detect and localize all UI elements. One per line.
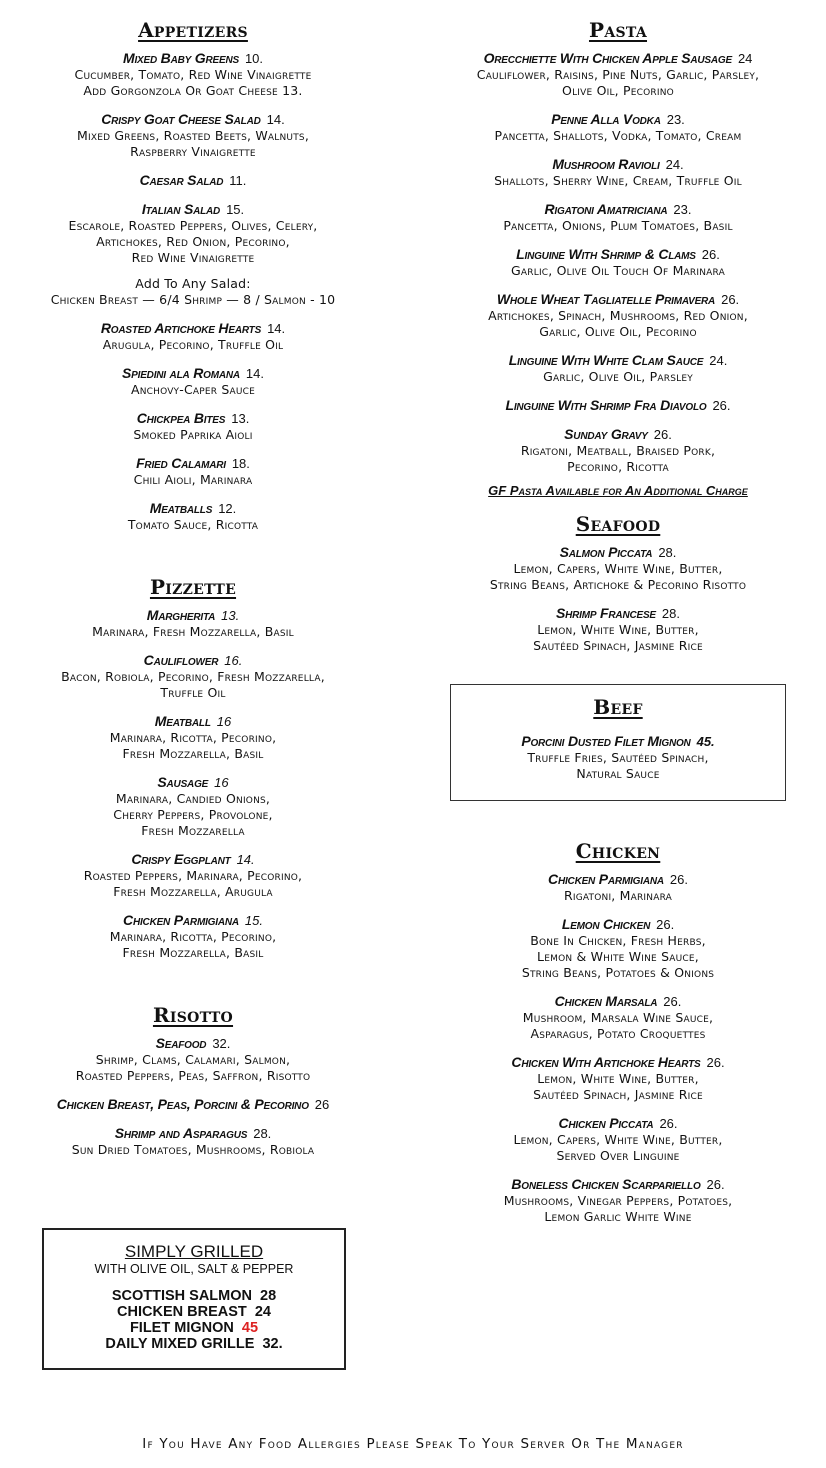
menu-item — [0, 711, 386, 762]
menu-item-price: 45. — [696, 734, 715, 749]
menu-item-description: Marinara, Ricotta, Pecorino, — [109, 929, 277, 944]
menu-item — [0, 109, 386, 160]
salad-add-on — [0, 276, 386, 308]
menu-item-description: Fresh Mozzarella, Arugula — [113, 884, 273, 899]
menu-item-price: 28. — [658, 545, 677, 560]
menu-item-description: Asparagus, Potato Croquettes — [530, 1026, 706, 1041]
add-on-label: Add To Any Salad: — [135, 276, 251, 291]
menu-item-description: Marinara, Fresh Mozzarella, Basil — [92, 624, 294, 639]
menu-item-name: Shrimp Francese — [556, 605, 656, 621]
menu-item — [0, 48, 386, 99]
menu-item-price: 14. — [266, 112, 285, 127]
menu-item-price: 24. — [665, 157, 684, 172]
menu-item — [410, 350, 826, 385]
menu-item-name: Meatball — [154, 713, 211, 729]
menu-item-price: 26. — [721, 292, 740, 307]
menu-item — [0, 453, 386, 488]
pizzette-list — [0, 605, 386, 961]
seafood-heading: Seafood — [575, 512, 661, 536]
menu-item-name: Porcini Dusted Filet Mignon — [521, 733, 691, 749]
menu-item-name: Chicken Marsala — [554, 993, 658, 1009]
menu-item-description: Cherry Peppers, Provolone, — [113, 807, 273, 822]
menu-item-description: Cauliflower, Raisins, Pine Nuts, Garlic, Parsley, — [476, 67, 760, 82]
menu-item-name: Seafood — [155, 1035, 207, 1051]
menu-item-price: 26. — [706, 1177, 725, 1192]
menu-item-description: Marinara, Candied Onions, — [115, 791, 271, 806]
menu-item-description: Mixed Greens, Roasted Beets, Walnuts, — [76, 128, 309, 143]
menu-item-description: Rigatoni, Marinara — [563, 888, 673, 903]
menu-item-price: 23. — [673, 202, 692, 217]
appetizers-heading: Appetizers — [138, 18, 248, 42]
menu-item-description: Fresh Mozzarella, Basil — [122, 945, 264, 960]
add-on-options: Chicken Breast — 6/4 Shrimp — 8 / Salmon - 10 — [50, 292, 336, 307]
pizzette-heading: Pizzette — [149, 575, 237, 599]
menu-item-description: Served Over Linguine — [556, 1148, 680, 1163]
pasta-list — [410, 48, 826, 475]
menu-item-description: Truffle Oil — [160, 685, 226, 700]
menu-item-description: Artichokes, Spinach, Mushrooms, Red Onion, — [488, 308, 748, 323]
menu-item — [0, 318, 386, 353]
menu-item-price: 26. — [712, 398, 731, 413]
menu-item-price: 26. — [659, 1116, 678, 1131]
menu-item-name: Rigatoni Amatriciana — [544, 201, 668, 217]
menu-item-description: Artichokes, Red Onion, Pecorino, — [96, 234, 290, 249]
menu-item-name: Linguine With White Clam Sauce — [508, 352, 704, 368]
menu-item-description: Bacon, Robiola, Pecorino, Fresh Mozzarella, — [61, 669, 325, 684]
menu-item-price: 26 — [314, 1097, 330, 1112]
menu-item-description: Natural Sauce — [576, 766, 660, 781]
menu-item-name: Chicken With Artichoke Hearts — [511, 1054, 701, 1070]
menu-item — [410, 1113, 826, 1164]
menu-item-price: 16 — [216, 714, 232, 729]
menu-item-price: 26. — [669, 872, 688, 887]
menu-item-description: Roasted Peppers, Peas, Saffron, Risotto — [75, 1068, 311, 1083]
menu-item-description: Anchovy-Caper Sauce — [130, 382, 256, 397]
menu-item — [410, 542, 826, 593]
appetizers-list — [0, 48, 386, 266]
menu-item-description: Raspberry Vinaigrette — [130, 144, 256, 159]
menu-item-name: Lemon Chicken — [561, 916, 651, 932]
menu-item-description: String Beans, Artichoke & Pecorino Risotto — [489, 577, 747, 592]
menu-item — [0, 910, 386, 961]
menu-item-price: 24 — [737, 51, 753, 66]
menu-item — [0, 849, 386, 900]
menu-item-description: Pancetta, Onions, Plum Tomatoes, Basil — [503, 218, 733, 233]
menu-item — [410, 991, 826, 1042]
menu-item-description: Lemon, White Wine, Butter, — [537, 622, 699, 637]
menu-item-name: Mushroom Ravioli — [552, 156, 660, 172]
menu-item — [0, 199, 386, 266]
menu-item — [410, 424, 826, 475]
menu-item-description: Red Wine Vinaigrette — [131, 250, 255, 265]
menu-item-description: Fresh Mozzarella, Basil — [122, 746, 264, 761]
menu-item-name: Roasted Artichoke Hearts — [100, 320, 262, 336]
beef-box — [450, 684, 786, 801]
menu-item — [410, 289, 826, 340]
menu-item-price: 26. — [663, 994, 682, 1009]
menu-item-name: Whole Wheat Tagliatelle Primavera — [496, 291, 716, 307]
menu-item — [410, 1052, 826, 1103]
menu-item — [410, 154, 826, 189]
menu-item-price: 13. — [221, 608, 240, 623]
beef-list — [451, 731, 785, 782]
menu-item-name: Chickpea Bites — [136, 410, 226, 426]
menu-item-description: Fresh Mozzarella — [141, 823, 245, 838]
menu-item-price: 11. — [229, 173, 247, 188]
menu-item-price: 28. — [253, 1126, 272, 1141]
menu-item — [0, 650, 386, 701]
menu-item-description: Rigatoni, Meatball, Braised Pork, — [520, 443, 716, 458]
menu-item-name: Chicken Parmigiana — [548, 871, 664, 887]
risotto-list — [0, 1033, 386, 1158]
menu-item — [0, 772, 386, 839]
menu-item-description: Mushroom, Marsala Wine Sauce, — [522, 1010, 714, 1025]
menu-item — [0, 498, 386, 533]
menu-item — [0, 170, 386, 189]
menu-item-name: Crispy Eggplant — [131, 851, 231, 867]
menu-item-name: Cauliflower — [143, 652, 219, 668]
allergy-footer: If You Have Any Food Allergies Please Speak To Your Server Or The Manager — [142, 1436, 684, 1452]
menu-item-price: 18. — [231, 456, 250, 471]
menu-item-name: Caesar Salad — [139, 172, 224, 188]
menu-item-description: Lemon & White Wine Sauce, — [537, 949, 699, 964]
menu-item-description: Truffle Fries, Sautéed Spinach, — [527, 750, 709, 765]
menu-item-description: Marinara, Ricotta, Pecorino, — [109, 730, 277, 745]
menu-item-description: Garlic, Olive Oil Touch Of Marinara — [511, 263, 725, 278]
menu-item — [0, 1033, 386, 1084]
menu-item-description: Tomato Sauce, Ricotta — [127, 517, 259, 532]
menu-item-price: 14. — [236, 852, 255, 867]
menu-item-price: 26. — [656, 917, 675, 932]
grilled-subtitle: WITH OLIVE OIL, SALT & PEPPER — [94, 1262, 294, 1276]
menu-item-price: 15. — [244, 913, 263, 928]
menu-item-name: Meatballs — [149, 500, 213, 516]
menu-item — [0, 1123, 386, 1158]
menu-item-description: Shrimp, Clams, Calamari, Salmon, — [95, 1052, 291, 1067]
menu-item-description: Sautéed Spinach, Jasmine Rice — [533, 638, 703, 653]
menu-item — [410, 109, 826, 144]
menu-item — [451, 731, 785, 782]
menu-item — [0, 605, 386, 640]
menu-item-price: 26. — [701, 247, 720, 262]
menu-item-description: Pancetta, Shallots, Vodka, Tomato, Cream — [494, 128, 742, 143]
menu-item — [410, 869, 826, 904]
chicken-heading: Chicken — [575, 839, 661, 863]
menu-item-price: 14. — [245, 366, 264, 381]
menu-item-price: 12. — [218, 501, 237, 516]
menu-item-description: Smoked Paprika Aioli — [133, 427, 253, 442]
simply-grilled-box — [42, 1228, 346, 1370]
grilled-heading: SIMPLY GRILLED — [124, 1242, 264, 1261]
menu-item — [410, 395, 826, 414]
menu-item-name: Mixed Baby Greens — [122, 50, 239, 66]
grilled-row-filet: FILET MIGNON 45 — [129, 1320, 259, 1336]
menu-item-name: Linguine With Shrimp Fra Diavolo — [505, 397, 707, 413]
menu-item-description: Bone In Chicken, Fresh Herbs, — [530, 933, 706, 948]
menu-item-description: Lemon, Capers, White Wine, Butter, — [513, 1132, 723, 1147]
menu-item-name: Shrimp and Asparagus — [114, 1125, 248, 1141]
menu-item-name: Chicken Breast, Peas, Porcini & Pecorino — [56, 1096, 309, 1112]
menu-item — [0, 363, 386, 398]
menu-item-name: Chicken Parmigiana — [123, 912, 239, 928]
menu-item-name: Crispy Goat Cheese Salad — [101, 111, 261, 127]
menu-item — [410, 603, 826, 654]
menu-item-price: 10. — [244, 51, 264, 66]
menu-item-description: Sun Dried Tomatoes, Mushrooms, Robiola — [71, 1142, 315, 1157]
menu-item-description: Mushrooms, Vinegar Peppers, Potatoes, — [503, 1193, 733, 1208]
menu-item — [410, 48, 826, 99]
beef-heading: Beef — [593, 695, 643, 719]
menu-item-name: Orecchiette With Chicken Apple Sausage — [483, 50, 732, 66]
menu-item — [410, 1174, 826, 1225]
grilled-row-salmon: SCOTTISH SALMON 28 — [111, 1288, 277, 1304]
menu-item-description: Olive Oil, Pecorino — [562, 83, 674, 98]
grilled-row-mixed: DAILY MIXED GRILLE 32. — [105, 1336, 283, 1352]
menu-item-description: Garlic, Olive Oil, Parsley — [543, 369, 693, 384]
seafood-list — [410, 542, 826, 654]
menu-item-description: Shallots, Sherry Wine, Cream, Truffle Oil — [494, 173, 742, 188]
menu-item-price: 26. — [653, 427, 672, 442]
menu-item — [0, 408, 386, 443]
grilled-row-chicken: CHICKEN BREAST 24 — [117, 1304, 271, 1320]
menu-item-description: Pecorino, Ricotta — [567, 459, 669, 474]
menu-item-name: Boneless Chicken Scarpariello — [511, 1176, 701, 1192]
menu-item-description: Chili Aioli, Marinara — [133, 472, 253, 487]
menu-item-price: 15. — [226, 202, 245, 217]
menu-item-description: Roasted Peppers, Marinara, Pecorino, — [83, 868, 303, 883]
left-column — [0, 14, 386, 1168]
menu-item-name: Spiedini ala Romana — [122, 365, 240, 381]
menu-item-name: Chicken Piccata — [558, 1115, 654, 1131]
menu-item-price: 16 — [214, 775, 229, 790]
menu-item-name: Penne Alla Vodka — [551, 111, 661, 127]
gf-pasta-note: GF Pasta Available for An Additional Charge — [488, 483, 748, 498]
menu-item-price: 14. — [267, 321, 286, 336]
menu-item — [410, 199, 826, 234]
menu-item-price: 26. — [706, 1055, 725, 1070]
menu-item-description: Garlic, Olive Oil, Pecorino — [539, 324, 697, 339]
menu-item-description: Lemon, Capers, White Wine, Butter, — [513, 561, 723, 576]
menu-item-price: 28. — [661, 606, 680, 621]
menu-item-price: 32. — [212, 1036, 231, 1051]
menu-item — [410, 914, 826, 981]
menu-item-name: Salmon Piccata — [559, 544, 653, 560]
menu-item-price: 24. — [709, 353, 728, 368]
risotto-heading: Risotto — [152, 1003, 234, 1027]
right-column — [410, 14, 826, 1235]
menu-item-description: Lemon Garlic White Wine — [544, 1209, 692, 1224]
menu-item-name: Sausage — [157, 774, 209, 790]
menu-item — [0, 1094, 386, 1113]
menu-item-price: 23. — [666, 112, 685, 127]
menu-item — [410, 244, 826, 279]
menu-item-name: Sunday Gravy — [564, 426, 648, 442]
menu-item-description: Cucumber, Tomato, Red Wine Vinaigrette — [74, 67, 312, 82]
menu-item-description: Add Gorgonzola Or Goat Cheese 13. — [83, 83, 303, 98]
menu-item-description: String Beans, Potatoes & Onions — [521, 965, 715, 980]
menu-item-price: 16. — [224, 653, 243, 668]
appetizers-list-2 — [0, 318, 386, 533]
chicken-list — [410, 869, 826, 1225]
menu-item-name: Fried Calamari — [136, 455, 226, 471]
menu-item-price: 13. — [231, 411, 250, 426]
menu-item-description: Lemon, White Wine, Butter, — [537, 1071, 699, 1086]
menu-item-description: Escarole, Roasted Peppers, Olives, Celery, — [68, 218, 318, 233]
menu-item-description: Sautéed Spinach, Jasmine Rice — [533, 1087, 703, 1102]
pasta-heading: Pasta — [588, 18, 648, 42]
menu-item-name: Linguine With Shrimp & Clams — [516, 246, 696, 262]
menu-item-name: Italian Salad — [141, 201, 221, 217]
menu-item-name: Margherita — [146, 607, 216, 623]
menu-item-description: Arugula, Pecorino, Truffle Oil — [102, 337, 284, 352]
